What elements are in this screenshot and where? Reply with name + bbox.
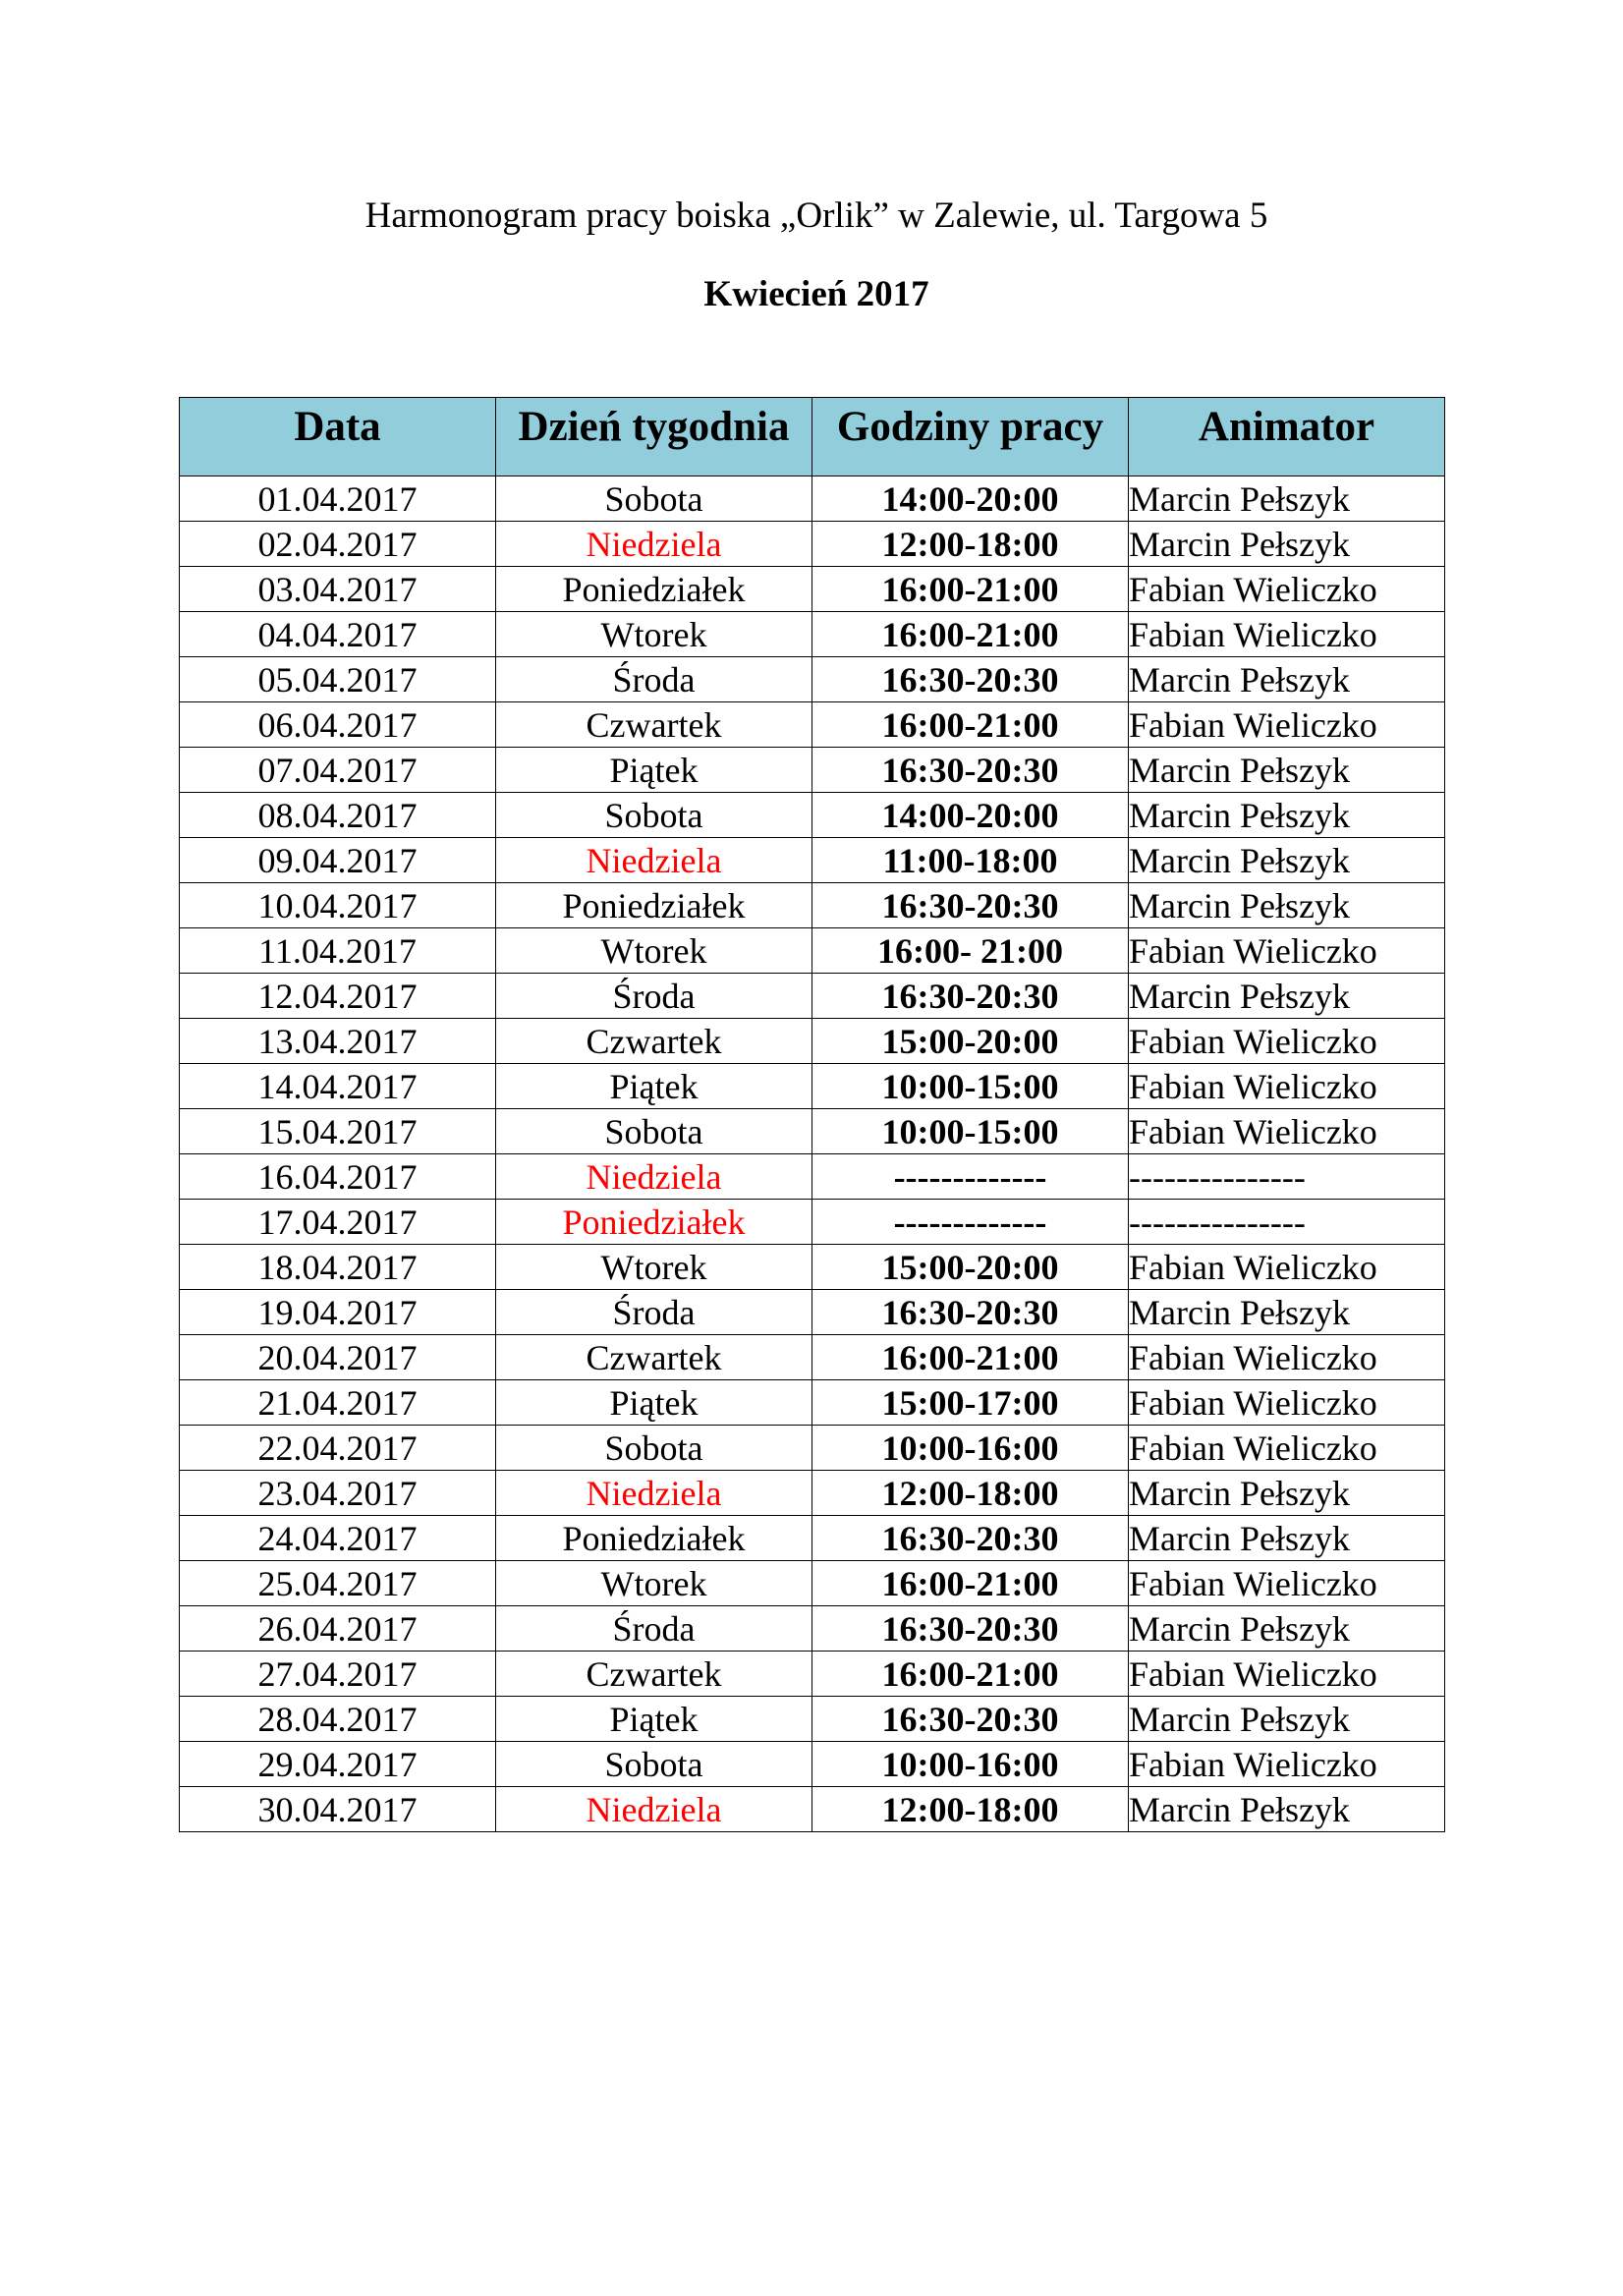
- table-row: [180, 793, 1445, 838]
- animator-cell: Marcin Pełszyk: [1129, 1606, 1445, 1652]
- day-cell: Środa: [496, 974, 812, 1019]
- hours-cell: 15:00-20:00: [812, 1019, 1129, 1064]
- page-subtitle: Kwiecień 2017: [703, 274, 929, 314]
- animator-cell: Fabian Wieliczko: [1129, 1335, 1445, 1380]
- table-row: [180, 1154, 1445, 1200]
- table-row: [180, 1200, 1445, 1245]
- header-date: Data: [180, 398, 496, 476]
- animator-cell: Marcin Pełszyk: [1129, 657, 1445, 702]
- hours-cell: 16:00-21:00: [812, 1652, 1129, 1697]
- animator-cell: Marcin Pełszyk: [1129, 1516, 1445, 1561]
- animator-cell: Fabian Wieliczko: [1129, 1109, 1445, 1154]
- date-cell: 03.04.2017: [180, 567, 496, 612]
- day-cell: Czwartek: [496, 702, 812, 748]
- table-row: [180, 1426, 1445, 1471]
- hours-cell: 10:00-16:00: [812, 1742, 1129, 1787]
- day-cell: Sobota: [496, 476, 812, 522]
- date-cell: 09.04.2017: [180, 838, 496, 883]
- table-row: [180, 657, 1445, 702]
- table-row: [180, 1019, 1445, 1064]
- day-cell: Środa: [496, 657, 812, 702]
- day-cell: Czwartek: [496, 1652, 812, 1697]
- table-row: [180, 702, 1445, 748]
- hours-cell: 15:00-20:00: [812, 1245, 1129, 1290]
- table-row: [180, 1742, 1445, 1787]
- hours-cell: 16:00- 21:00: [812, 928, 1129, 974]
- animator-cell: Marcin Pełszyk: [1129, 522, 1445, 567]
- day-cell: Niedziela: [496, 1154, 812, 1200]
- animator-cell: Fabian Wieliczko: [1129, 1064, 1445, 1109]
- date-cell: 02.04.2017: [180, 522, 496, 567]
- date-cell: 24.04.2017: [180, 1516, 496, 1561]
- day-cell: Sobota: [496, 1426, 812, 1471]
- day-cell: Piątek: [496, 1064, 812, 1109]
- hours-cell: -------------: [812, 1200, 1129, 1245]
- table-row: [180, 567, 1445, 612]
- animator-cell: Fabian Wieliczko: [1129, 1742, 1445, 1787]
- table-row: [180, 1606, 1445, 1652]
- date-cell: 14.04.2017: [180, 1064, 496, 1109]
- date-cell: 06.04.2017: [180, 702, 496, 748]
- table-row: [180, 974, 1445, 1019]
- table-row: [180, 1787, 1445, 1832]
- animator-cell: Marcin Pełszyk: [1129, 1290, 1445, 1335]
- date-cell: 04.04.2017: [180, 612, 496, 657]
- table-row: [180, 476, 1445, 522]
- date-cell: 20.04.2017: [180, 1335, 496, 1380]
- table-row: [180, 1561, 1445, 1606]
- day-cell: Sobota: [496, 1109, 812, 1154]
- day-cell: Czwartek: [496, 1019, 812, 1064]
- animator-cell: ---------------: [1129, 1200, 1445, 1245]
- table-row: [180, 1290, 1445, 1335]
- date-cell: 16.04.2017: [180, 1154, 496, 1200]
- table-row: [180, 1245, 1445, 1290]
- date-cell: 18.04.2017: [180, 1245, 496, 1290]
- day-cell: Poniedziałek: [496, 1200, 812, 1245]
- animator-cell: Marcin Pełszyk: [1129, 1787, 1445, 1832]
- date-cell: 08.04.2017: [180, 793, 496, 838]
- day-cell: Wtorek: [496, 1245, 812, 1290]
- animator-cell: Fabian Wieliczko: [1129, 567, 1445, 612]
- page-title: Harmonogram pracy boiska „Orlik” w Zalewie, ul. Targowa 5: [364, 196, 1268, 236]
- table-row: [180, 928, 1445, 974]
- animator-cell: Marcin Pełszyk: [1129, 838, 1445, 883]
- animator-cell: Marcin Pełszyk: [1129, 1471, 1445, 1516]
- day-cell: Wtorek: [496, 928, 812, 974]
- day-cell: Wtorek: [496, 612, 812, 657]
- date-cell: 19.04.2017: [180, 1290, 496, 1335]
- animator-cell: Marcin Pełszyk: [1129, 974, 1445, 1019]
- hours-cell: 10:00-16:00: [812, 1426, 1129, 1471]
- date-cell: 01.04.2017: [180, 476, 496, 522]
- animator-cell: Fabian Wieliczko: [1129, 1019, 1445, 1064]
- date-cell: 23.04.2017: [180, 1471, 496, 1516]
- table-row: [180, 1652, 1445, 1697]
- schedule-table: [179, 397, 1445, 1832]
- day-cell: Poniedziałek: [496, 883, 812, 928]
- hours-cell: 14:00-20:00: [812, 793, 1129, 838]
- table-row: [180, 838, 1445, 883]
- hours-cell: -------------: [812, 1154, 1129, 1200]
- table-row: [180, 1335, 1445, 1380]
- animator-cell: Fabian Wieliczko: [1129, 1426, 1445, 1471]
- animator-cell: Marcin Pełszyk: [1129, 748, 1445, 793]
- date-cell: 12.04.2017: [180, 974, 496, 1019]
- hours-cell: 16:00-21:00: [812, 567, 1129, 612]
- hours-cell: 11:00-18:00: [812, 838, 1129, 883]
- hours-cell: 16:30-20:30: [812, 974, 1129, 1019]
- day-cell: Poniedziałek: [496, 1516, 812, 1561]
- day-cell: Niedziela: [496, 522, 812, 567]
- day-cell: Środa: [496, 1606, 812, 1652]
- animator-cell: ---------------: [1129, 1154, 1445, 1200]
- animator-cell: Fabian Wieliczko: [1129, 1652, 1445, 1697]
- table-row: [180, 1516, 1445, 1561]
- date-cell: 30.04.2017: [180, 1787, 496, 1832]
- animator-cell: Fabian Wieliczko: [1129, 928, 1445, 974]
- animator-cell: Fabian Wieliczko: [1129, 612, 1445, 657]
- schedule-table-header: [180, 398, 1445, 476]
- date-cell: 13.04.2017: [180, 1019, 496, 1064]
- animator-cell: Fabian Wieliczko: [1129, 702, 1445, 748]
- date-cell: 10.04.2017: [180, 883, 496, 928]
- header-animator: Animator: [1129, 398, 1445, 476]
- date-cell: 25.04.2017: [180, 1561, 496, 1606]
- hours-cell: 12:00-18:00: [812, 1471, 1129, 1516]
- date-cell: 11.04.2017: [180, 928, 496, 974]
- day-cell: Środa: [496, 1290, 812, 1335]
- table-row: [180, 612, 1445, 657]
- animator-cell: Marcin Pełszyk: [1129, 883, 1445, 928]
- day-cell: Sobota: [496, 1742, 812, 1787]
- table-row: [180, 1109, 1445, 1154]
- hours-cell: 16:30-20:30: [812, 1516, 1129, 1561]
- animator-cell: Marcin Pełszyk: [1129, 476, 1445, 522]
- date-cell: 28.04.2017: [180, 1697, 496, 1742]
- hours-cell: 16:30-20:30: [812, 1290, 1129, 1335]
- hours-cell: 16:30-20:30: [812, 748, 1129, 793]
- animator-cell: Marcin Pełszyk: [1129, 1697, 1445, 1742]
- day-cell: Niedziela: [496, 1787, 812, 1832]
- day-cell: Wtorek: [496, 1561, 812, 1606]
- hours-cell: 16:30-20:30: [812, 657, 1129, 702]
- hours-cell: 16:00-21:00: [812, 702, 1129, 748]
- table-row: [180, 1471, 1445, 1516]
- table-row: [180, 522, 1445, 567]
- header-row: [180, 398, 1445, 476]
- date-cell: 27.04.2017: [180, 1652, 496, 1697]
- hours-cell: 10:00-15:00: [812, 1109, 1129, 1154]
- day-cell: Niedziela: [496, 1471, 812, 1516]
- day-cell: Czwartek: [496, 1335, 812, 1380]
- table-row: [180, 1697, 1445, 1742]
- hours-cell: 16:30-20:30: [812, 883, 1129, 928]
- day-cell: Niedziela: [496, 838, 812, 883]
- animator-cell: Fabian Wieliczko: [1129, 1561, 1445, 1606]
- hours-cell: 16:00-21:00: [812, 1335, 1129, 1380]
- day-cell: Sobota: [496, 793, 812, 838]
- hours-cell: 10:00-15:00: [812, 1064, 1129, 1109]
- hours-cell: 12:00-18:00: [812, 522, 1129, 567]
- table-row: [180, 883, 1445, 928]
- hours-cell: 16:30-20:30: [812, 1606, 1129, 1652]
- hours-cell: 14:00-20:00: [812, 476, 1129, 522]
- schedule-table-body: [180, 476, 1445, 1832]
- date-cell: 21.04.2017: [180, 1380, 496, 1426]
- hours-cell: 15:00-17:00: [812, 1380, 1129, 1426]
- date-cell: 26.04.2017: [180, 1606, 496, 1652]
- header-day: Dzień tygodnia: [496, 398, 812, 476]
- animator-cell: Fabian Wieliczko: [1129, 1245, 1445, 1290]
- day-cell: Poniedziałek: [496, 567, 812, 612]
- date-cell: 05.04.2017: [180, 657, 496, 702]
- day-cell: Piątek: [496, 748, 812, 793]
- date-cell: 15.04.2017: [180, 1109, 496, 1154]
- table-row: [180, 1380, 1445, 1426]
- date-cell: 22.04.2017: [180, 1426, 496, 1471]
- hours-cell: 16:00-21:00: [812, 612, 1129, 657]
- table-row: [180, 1064, 1445, 1109]
- animator-cell: Fabian Wieliczko: [1129, 1380, 1445, 1426]
- date-cell: 07.04.2017: [180, 748, 496, 793]
- hours-cell: 16:30-20:30: [812, 1697, 1129, 1742]
- hours-cell: 16:00-21:00: [812, 1561, 1129, 1606]
- date-cell: 17.04.2017: [180, 1200, 496, 1245]
- table-row: [180, 748, 1445, 793]
- day-cell: Piątek: [496, 1697, 812, 1742]
- animator-cell: Marcin Pełszyk: [1129, 793, 1445, 838]
- header-hours: Godziny pracy: [812, 398, 1129, 476]
- date-cell: 29.04.2017: [180, 1742, 496, 1787]
- hours-cell: 12:00-18:00: [812, 1787, 1129, 1832]
- day-cell: Piątek: [496, 1380, 812, 1426]
